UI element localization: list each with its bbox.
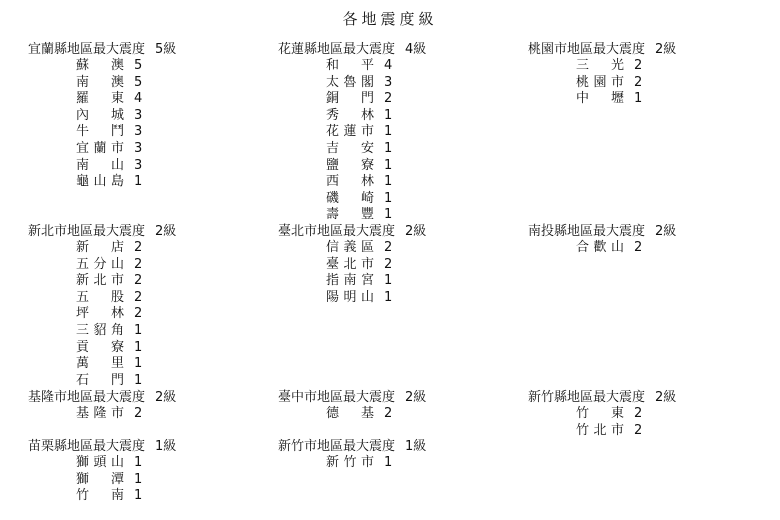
region-header [28, 438, 176, 455]
station-row [278, 455, 426, 472]
station-name: 信義區 [326, 240, 374, 255]
station-level: 1 [134, 339, 143, 355]
station-level: 4 [384, 58, 393, 73]
station-name: 桃園市 [576, 74, 624, 90]
station-name: 西林 [326, 174, 374, 190]
region-max-level: 2級 [655, 42, 677, 57]
station-level: 2 [134, 406, 143, 421]
station-name: 銅門 [326, 91, 374, 107]
region-block [278, 389, 426, 423]
station-name: 德基 [326, 406, 374, 421]
station-row [28, 356, 176, 373]
region-header [28, 41, 176, 58]
station-level: 1 [384, 289, 393, 305]
station-level: 1 [134, 488, 143, 504]
station-name: 內城 [76, 107, 124, 123]
station-row [28, 290, 176, 307]
station-name: 三光 [576, 58, 624, 73]
region-max-level: 2級 [405, 224, 427, 239]
station-name: 太魯閣 [326, 74, 374, 90]
region-name: 宜蘭縣地區最大震度 [28, 42, 146, 57]
station-level: 2 [384, 91, 393, 107]
station-row [278, 75, 426, 92]
station-level: 1 [134, 322, 143, 338]
station-row [528, 58, 676, 75]
station-name: 南山 [76, 157, 124, 173]
station-name: 壽豐 [326, 207, 374, 223]
station-row [28, 472, 176, 489]
region-block [278, 41, 426, 224]
region-block [528, 389, 676, 439]
region-header [278, 223, 426, 240]
station-row [28, 455, 176, 472]
station-level: 2 [134, 306, 143, 322]
station-level: 2 [134, 240, 143, 255]
region-max-level: 2級 [155, 224, 177, 239]
station-level: 1 [384, 124, 393, 140]
station-name: 秀林 [326, 107, 374, 123]
station-row [278, 91, 426, 108]
station-row [28, 141, 176, 158]
station-name: 牛鬥 [76, 124, 124, 140]
station-level: 1 [384, 207, 393, 223]
station-name: 石門 [76, 372, 124, 388]
station-row [278, 141, 426, 158]
station-row [28, 91, 176, 108]
station-level: 3 [134, 124, 143, 140]
region-block [528, 41, 676, 108]
station-row [278, 290, 426, 307]
station-level: 3 [384, 74, 393, 90]
region-max-level: 2級 [655, 390, 677, 405]
station-name: 陽明山 [326, 289, 374, 305]
station-name: 羅東 [76, 91, 124, 107]
station-level: 1 [634, 91, 643, 107]
region-block [28, 223, 176, 389]
station-level: 2 [134, 289, 143, 305]
station-level: 2 [384, 406, 393, 421]
region-max-level: 2級 [405, 390, 427, 405]
station-level: 2 [634, 240, 643, 255]
station-level: 1 [384, 140, 393, 156]
station-row [278, 406, 426, 423]
station-row [528, 406, 676, 423]
station-row [28, 488, 176, 505]
region-block [278, 438, 426, 472]
station-row [528, 240, 676, 257]
station-name: 獅頭山 [76, 455, 124, 470]
station-level: 1 [134, 174, 143, 190]
station-name: 貢寮 [76, 339, 124, 355]
station-level: 1 [384, 157, 393, 173]
region-block [28, 389, 176, 423]
station-name: 南澳 [76, 74, 124, 90]
station-row [528, 91, 676, 108]
station-name: 臺北市 [326, 256, 374, 272]
station-level: 3 [134, 157, 143, 173]
station-name: 新竹市 [326, 455, 374, 470]
station-name: 宜蘭市 [76, 140, 124, 156]
station-row [28, 257, 176, 274]
region-max-level: 2級 [655, 224, 677, 239]
region-name: 新竹縣地區最大震度 [528, 390, 646, 405]
region-block [28, 41, 176, 191]
station-row [28, 158, 176, 175]
station-level: 2 [634, 422, 643, 438]
station-name: 新北市 [76, 273, 124, 289]
station-name: 坪林 [76, 306, 124, 322]
station-name: 五分山 [76, 256, 124, 272]
region-block [278, 223, 426, 306]
station-level: 2 [134, 256, 143, 272]
station-row [278, 174, 426, 191]
station-level: 2 [634, 58, 643, 73]
station-level: 2 [384, 240, 393, 255]
station-name: 鹽寮 [326, 157, 374, 173]
station-name: 萬里 [76, 356, 124, 372]
station-level: 2 [634, 74, 643, 90]
region-name: 桃園市地區最大震度 [528, 42, 646, 57]
region-name: 臺中市地區最大震度 [278, 390, 396, 405]
region-header [28, 223, 176, 240]
station-name: 和平 [326, 58, 374, 73]
region-block [528, 223, 676, 257]
station-row [278, 158, 426, 175]
station-name: 竹東 [576, 406, 624, 421]
station-level: 1 [134, 471, 143, 487]
station-row [278, 257, 426, 274]
station-row [28, 75, 176, 92]
region-name: 花蓮縣地區最大震度 [278, 42, 396, 57]
station-row [278, 273, 426, 290]
station-row [278, 240, 426, 257]
station-row [278, 124, 426, 141]
region-header [278, 41, 426, 58]
station-name: 吉安 [326, 140, 374, 156]
station-name: 磯崎 [326, 190, 374, 206]
station-row [278, 108, 426, 125]
station-row [278, 207, 426, 224]
station-level: 1 [384, 455, 393, 470]
page-title: 各地震度級 [342, 10, 438, 28]
station-name: 竹北市 [576, 422, 624, 438]
region-header [278, 438, 426, 455]
station-row [28, 406, 176, 423]
station-level: 1 [384, 190, 393, 206]
station-row [28, 273, 176, 290]
station-level: 1 [134, 455, 143, 470]
station-row [28, 174, 176, 191]
station-name: 新店 [76, 240, 124, 255]
station-row [28, 108, 176, 125]
region-max-level: 1級 [155, 439, 177, 454]
region-max-level: 5級 [155, 42, 177, 57]
region-max-level: 4級 [405, 42, 427, 57]
station-level: 1 [134, 372, 143, 388]
station-row [28, 240, 176, 257]
station-name: 五股 [76, 289, 124, 305]
region-name: 苗栗縣地區最大震度 [28, 439, 146, 454]
region-block [28, 438, 176, 505]
region-name: 臺北市地區最大震度 [278, 224, 396, 239]
station-row [28, 323, 176, 340]
station-row [28, 306, 176, 323]
station-row [278, 58, 426, 75]
station-row [28, 124, 176, 141]
region-max-level: 1級 [405, 439, 427, 454]
station-level: 1 [384, 273, 393, 289]
station-level: 2 [634, 406, 643, 421]
station-row [28, 340, 176, 357]
station-level: 3 [134, 107, 143, 123]
station-row [278, 191, 426, 208]
station-name: 指南宮 [326, 273, 374, 289]
station-name: 花蓮市 [326, 124, 374, 140]
station-row [28, 58, 176, 75]
station-level: 2 [384, 256, 393, 272]
station-level: 1 [384, 107, 393, 123]
station-name: 三貂角 [76, 322, 124, 338]
station-name: 合歡山 [576, 240, 624, 255]
station-level: 1 [134, 356, 143, 372]
region-header [528, 223, 676, 240]
station-name: 中壢 [576, 91, 624, 107]
region-name: 基隆市地區最大震度 [28, 390, 146, 405]
region-name: 南投縣地區最大震度 [528, 224, 646, 239]
station-level: 4 [134, 91, 143, 107]
station-level: 5 [134, 74, 143, 90]
region-name: 新北市地區最大震度 [28, 224, 146, 239]
station-row [528, 423, 676, 440]
station-row [528, 75, 676, 92]
region-header [278, 389, 426, 406]
station-level: 1 [384, 174, 393, 190]
station-name: 獅潭 [76, 471, 124, 487]
station-name: 基隆市 [76, 406, 124, 421]
station-name: 龜山島 [76, 174, 124, 190]
station-name: 竹南 [76, 488, 124, 504]
station-level: 2 [134, 273, 143, 289]
region-max-level: 2級 [155, 390, 177, 405]
station-name: 蘇澳 [76, 58, 124, 73]
region-header [528, 389, 676, 406]
station-level: 3 [134, 140, 143, 156]
station-level: 5 [134, 58, 143, 73]
region-header [528, 41, 676, 58]
station-row [28, 373, 176, 390]
region-name: 新竹市地區最大震度 [278, 439, 396, 454]
region-header [28, 389, 176, 406]
